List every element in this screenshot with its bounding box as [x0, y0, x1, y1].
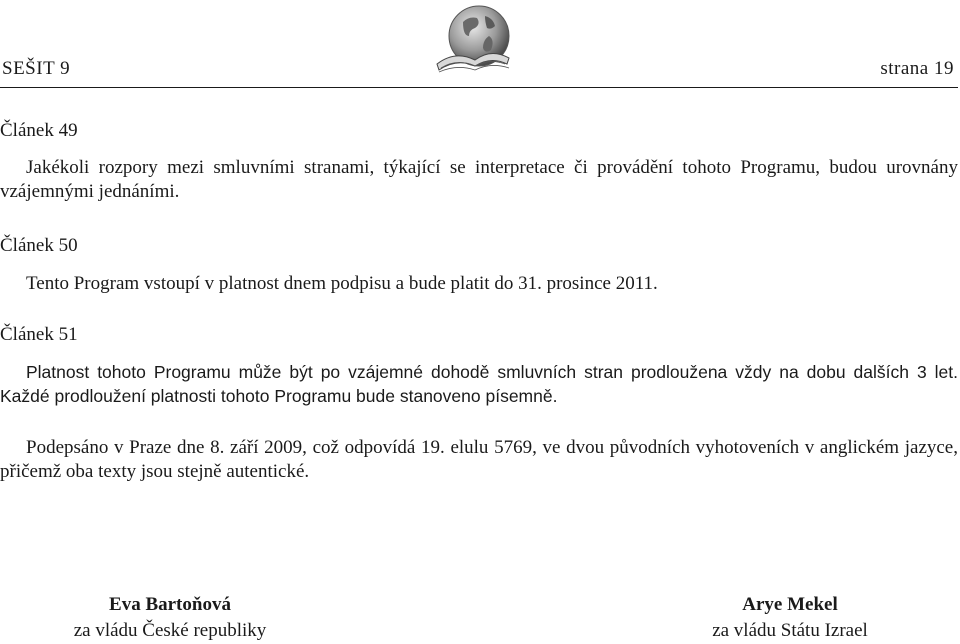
article-paragraph	[0, 360, 958, 408]
article-paragraph	[0, 156, 958, 204]
signature-block-right	[680, 592, 900, 644]
article-heading: Článek 51	[0, 324, 78, 345]
paragraph-text: Jakékoli rozpory mezi smluvními stranami, týkající se interpretace či provádění tohoto Programu, budou urovnány vzájemnými jednáními.	[0, 157, 958, 202]
article-paragraph	[0, 272, 958, 296]
signatory-role: za vládu Státu Izrael	[712, 620, 868, 641]
paragraph-text: Podepsáno v Praze dne 8. září 2009, což odpovídá 19. elulu 5769, ve dvou původních vyhotoveních v anglickém jazyce, přičemž oba texty jsou stejně autentické.	[0, 437, 958, 482]
signature-block-left	[40, 592, 300, 644]
signatory-role: za vládu České republiky	[73, 620, 267, 641]
header-issue-label: SEŠIT 9	[2, 58, 71, 79]
header-page-number: strana 19	[880, 58, 954, 79]
signatory-name: Arye Mekel	[742, 594, 838, 615]
globe-book-icon	[433, 2, 515, 82]
paragraph-text: Tento Program vstoupí v platnost dnem podpisu a bude platit do 31. prosince 2011.	[26, 273, 658, 294]
header-divider	[0, 87, 958, 88]
signatory-name: Eva Bartoňová	[109, 594, 231, 615]
paragraph-text: Platnost tohoto Programu může být po vzájemné dohodě smluvních stran prodloužena vždy na dobu dalších 3 let. Každé prodloužení platnosti tohoto Programu bude stanoveno písemně.	[0, 362, 958, 406]
article-heading: Článek 50	[0, 235, 78, 256]
article-paragraph	[0, 436, 958, 484]
article-heading: Článek 49	[0, 120, 78, 141]
